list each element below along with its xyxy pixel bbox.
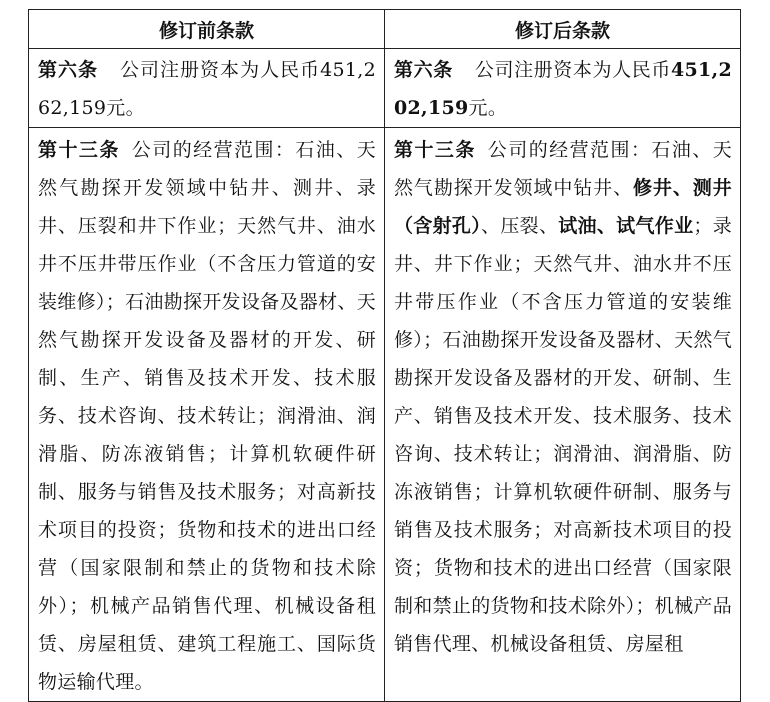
- amendment-comparison-table: [28, 9, 741, 702]
- article-6-before-unit: 元。: [106, 97, 145, 119]
- article-6-after-text: [394, 49, 732, 127]
- article-13-before-body: 公司的经营范围：石油、天然气勘探开发领域中钻井、测井、录井、压裂和井下作业；天然气井、油水井不压井带压作业（不含压力管道的安装维修）；石油勘探开发设备及器材、天然气勘探开发设备及器材的开发、研制、生产、销售及技术开发、技术服务、技术咨询、技术转让；润滑油、润滑脂、防冻液销售；计算机软硬件研制、服务与销售及技术服务；对高新技术项目的投资；货物和技术的进出口经营（国家限制和禁止的货物和技术除外）；机械产品销售代理、机械设备租赁、房屋租赁、建筑工程施工、国际货物运输代理。: [38, 139, 377, 693]
- article-6-before-text: [38, 49, 376, 127]
- article-13-after-label: 第十三条: [394, 139, 476, 161]
- article-13-row: [29, 128, 741, 702]
- article-13-after-segment-3: ；录井、井下作业；天然气井、油水井不压井带压作业（不含压力管道的安装维修）；石油勘探开发设备及器材、天然气勘探开发设备及器材的开发、研制、生产、销售及技术开发、技术服务、技术咨询、技术转让；润滑油、润滑脂、防冻液销售；计算机软硬件研制、服务与销售及技术服务；对高新技术项目的投资；货物和技术的进出口经营（国家限制和禁止的货物和技术除外）；机械产品销售代理、机械设备租赁、房屋租: [394, 215, 732, 655]
- article-6-before-amount: 451,262,159: [38, 59, 376, 119]
- article-13-after-bold-2: 试油、试气作业: [558, 215, 694, 237]
- article-13-before-cell: [29, 128, 385, 702]
- article-6-row: [29, 49, 741, 128]
- article-6-before-cell: [29, 49, 385, 128]
- header-before: 修订前条款: [29, 10, 385, 49]
- article-6-after-body: 公司注册资本为人民币: [474, 59, 671, 81]
- article-13-after-bold-1: 修井、测井（含射孔）: [394, 177, 732, 237]
- header-row: [29, 10, 741, 49]
- article-6-after-cell: [385, 49, 741, 128]
- article-13-after-segment-2: 、压裂、: [481, 215, 559, 237]
- article-13-after-segment-1: 公司的经营范围：石油、天然气勘探开发领域中钻井、: [394, 139, 733, 199]
- article-6-before-body: 公司注册资本为人民币: [120, 59, 321, 81]
- header-after: 修订后条款: [385, 10, 741, 49]
- article-13-before-text: [38, 128, 376, 701]
- article-13-after-text: [394, 128, 732, 663]
- article-6-after-amount: 451,202,159: [394, 59, 732, 119]
- article-6-before-label: 第六条: [38, 59, 99, 81]
- article-13-after-cell: [385, 128, 741, 702]
- article-6-after-label: 第六条: [394, 59, 453, 81]
- article-13-before-label: 第十三条: [38, 139, 120, 161]
- article-6-after-unit: 元。: [468, 97, 508, 119]
